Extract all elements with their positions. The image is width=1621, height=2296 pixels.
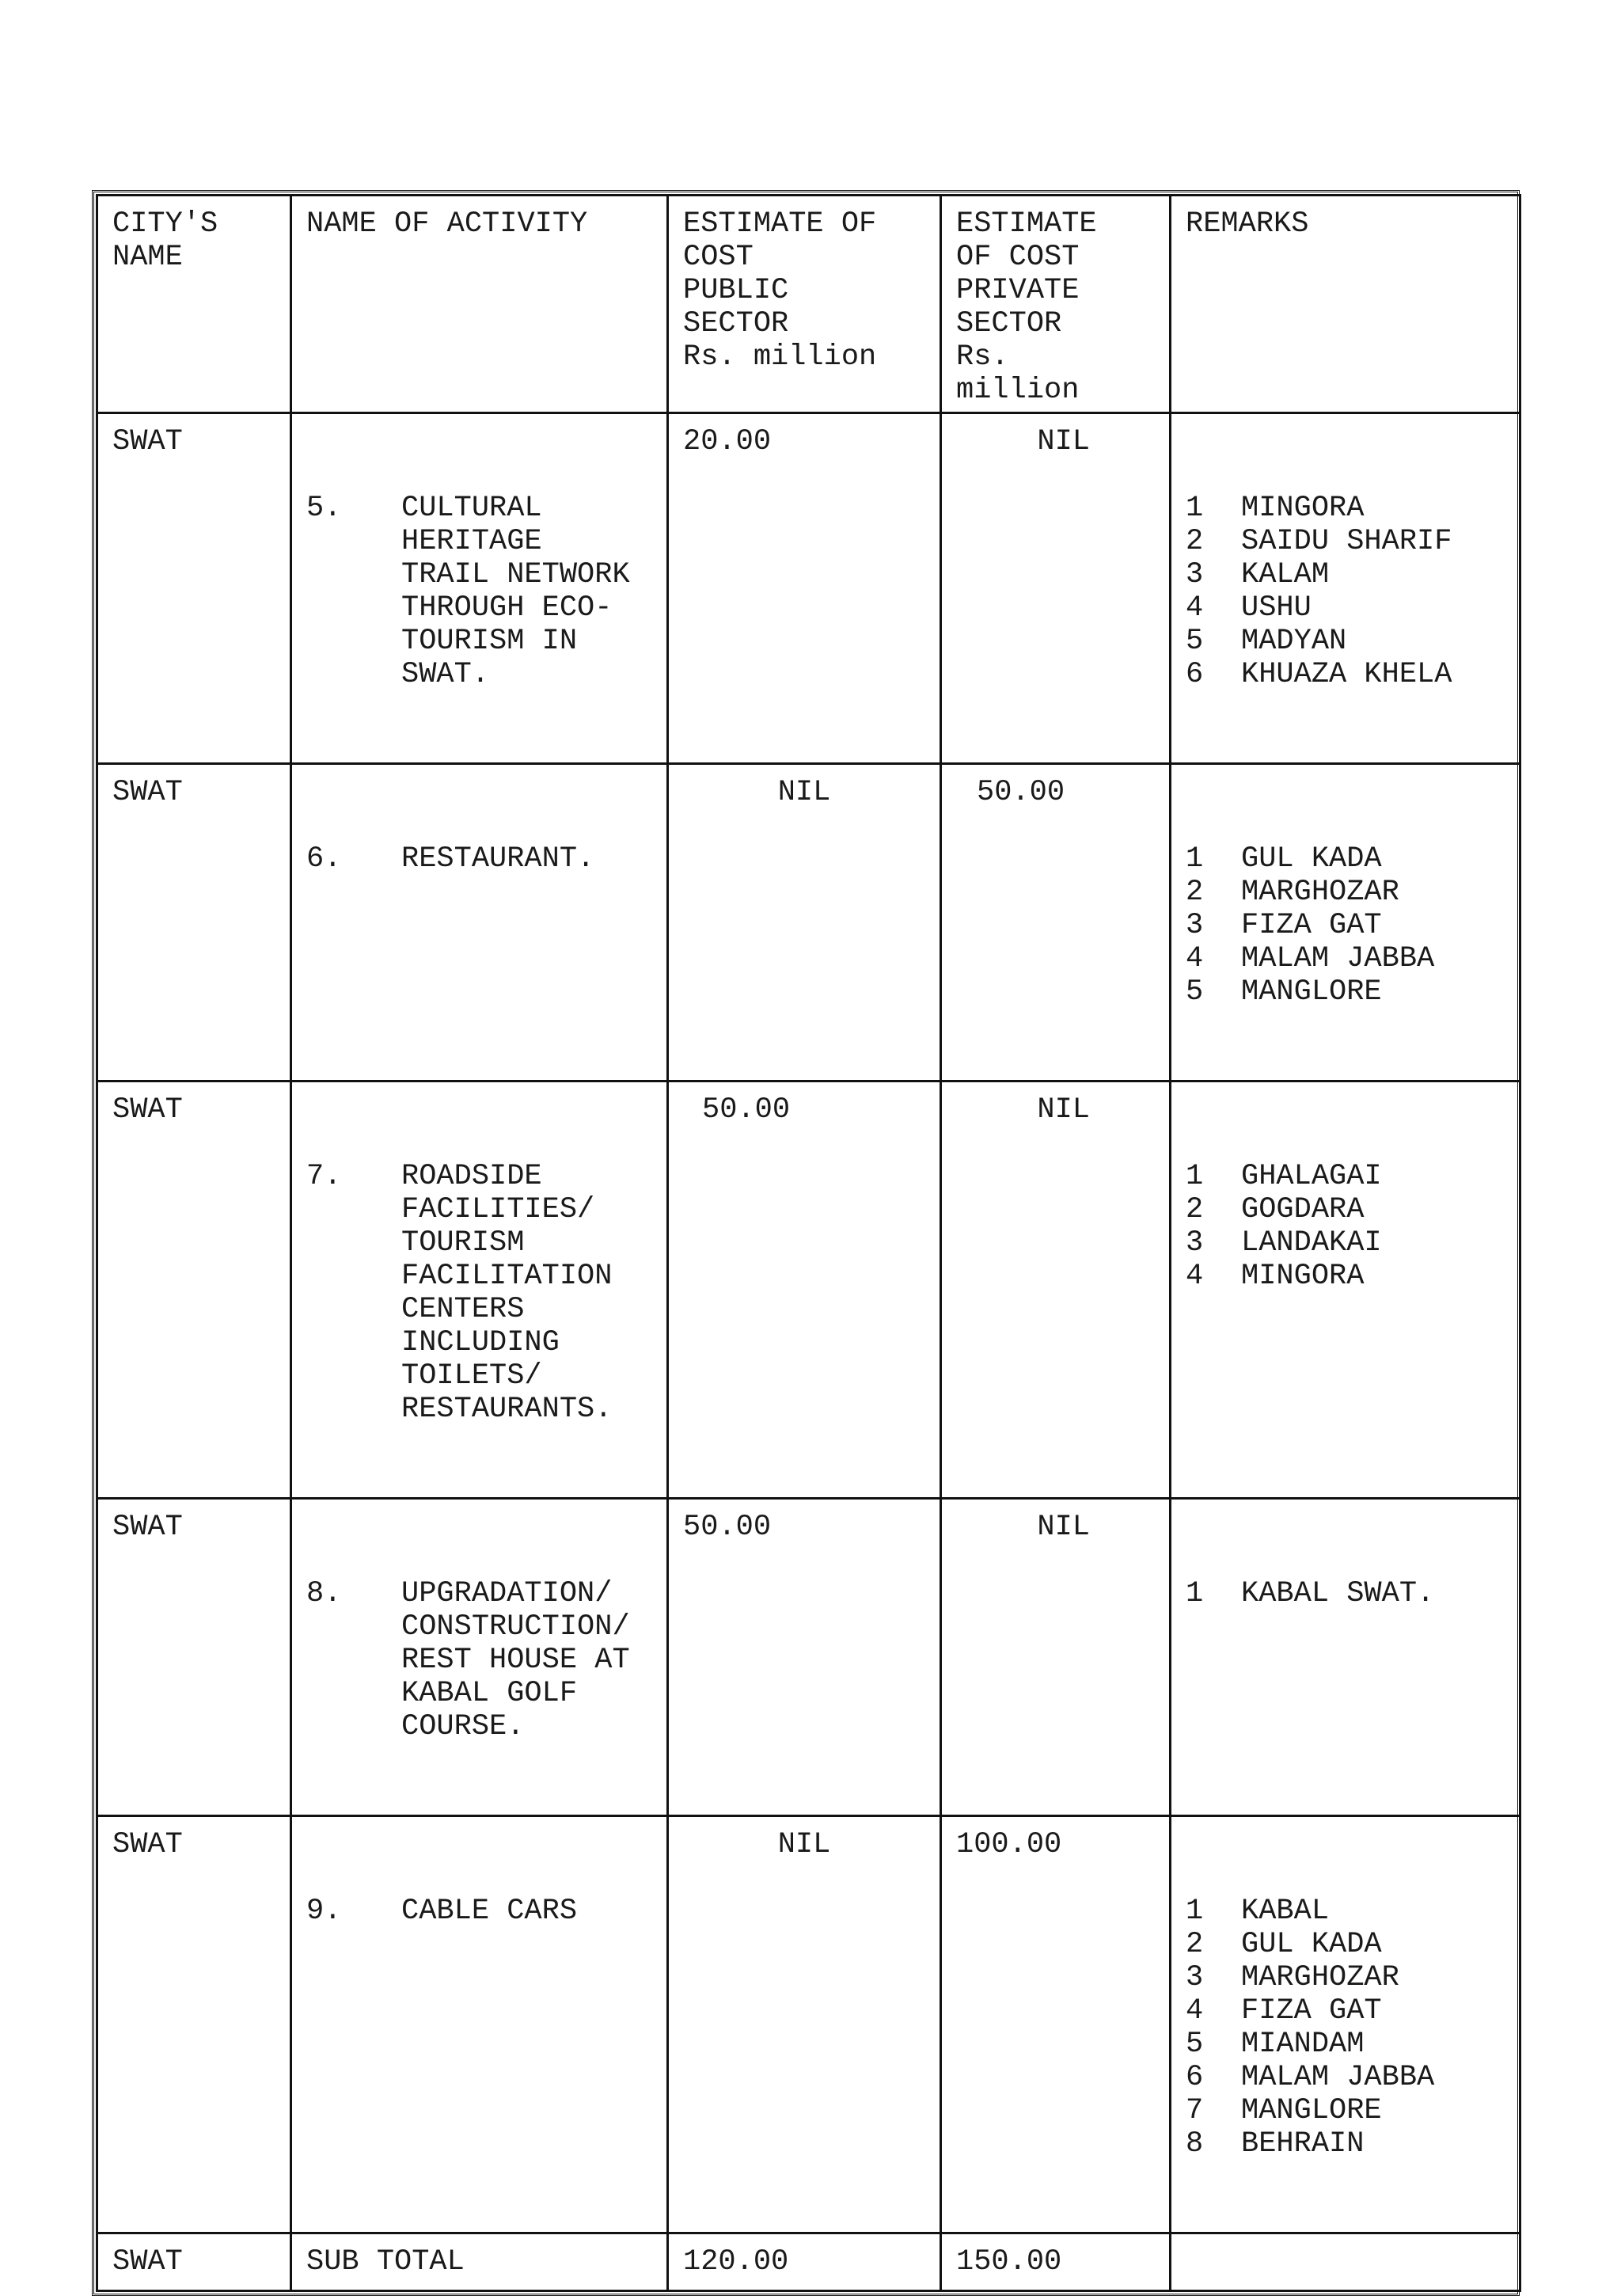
remarks-item-number: 5 — [1186, 975, 1204, 1009]
table-row — [97, 1816, 1520, 2233]
remarks-item-text: KALAM — [1241, 558, 1330, 591]
remarks-item-text: GHALAGAI — [1241, 1160, 1382, 1193]
remarks-item — [1186, 658, 1505, 691]
remarks-item-text: KHUAZA KHELA — [1241, 658, 1452, 691]
remarks-list — [1186, 842, 1505, 1009]
remarks-item-text: MALAM JABBA — [1241, 2061, 1435, 2094]
remarks-list — [1186, 1895, 1505, 2161]
remarks-item — [1186, 525, 1505, 558]
remarks-item-text: MARGHOZAR — [1241, 876, 1399, 909]
activity-cell — [291, 1081, 668, 1499]
remarks-item-number: 1 — [1186, 1160, 1204, 1193]
remarks-item-number: 4 — [1186, 1260, 1204, 1293]
remarks-item — [1186, 1928, 1505, 1961]
activity-name: CABLE CARS — [401, 1895, 578, 1928]
remarks-item — [1186, 876, 1505, 909]
activity-name: UPGRADATION/ CONSTRUCTION/ REST HOUSE AT KABAL GOLF COURSE. — [401, 1577, 630, 1743]
subtotal-remarks — [1171, 2233, 1520, 2291]
remarks-item-number: 8 — [1186, 2127, 1204, 2161]
header-remarks: REMARKS — [1171, 196, 1520, 413]
activity-cell — [291, 413, 668, 764]
cost-estimate-table — [96, 194, 1521, 2292]
remarks-item — [1186, 625, 1505, 658]
remarks-item-number: 6 — [1186, 658, 1204, 691]
activity-number: 9. — [306, 1895, 342, 1928]
cost-estimate-table-frame — [92, 190, 1520, 2296]
remarks-item — [1186, 842, 1505, 876]
remarks-item-number: 4 — [1186, 942, 1204, 975]
activity-number: 8. — [306, 1577, 342, 1610]
remarks-item — [1186, 1226, 1505, 1260]
remarks-item-text: MARGHOZAR — [1241, 1961, 1399, 1994]
activity-number: 7. — [306, 1160, 342, 1193]
remarks-item — [1186, 975, 1505, 1009]
remarks-item — [1186, 1577, 1505, 1610]
remarks-item — [1186, 1961, 1505, 1994]
header-city: CITY'S NAME — [97, 196, 291, 413]
header-row — [97, 196, 1520, 413]
remarks-list — [1186, 492, 1505, 691]
public-cost-cell: 50.00 — [668, 1499, 941, 1816]
remarks-item — [1186, 492, 1505, 525]
remarks-item-number: 3 — [1186, 1961, 1204, 1994]
remarks-item-text: MANGLORE — [1241, 975, 1382, 1009]
remarks-list — [1186, 1160, 1505, 1293]
subtotal-city-cell: SWAT — [97, 2233, 291, 2291]
remarks-item-text: MIANDAM — [1241, 2028, 1365, 2061]
remarks-item-number: 2 — [1186, 1193, 1204, 1226]
remarks-item-number: 2 — [1186, 1928, 1204, 1961]
remarks-item — [1186, 1994, 1505, 2028]
remarks-cell — [1171, 1816, 1520, 2233]
remarks-item-number: 3 — [1186, 1226, 1204, 1260]
private-cost-cell: 100.00 — [941, 1816, 1171, 2233]
remarks-list — [1186, 1577, 1505, 1610]
remarks-cell — [1171, 413, 1520, 764]
subtotal-public-cost: 120.00 — [668, 2233, 941, 2291]
activity-name: CULTURAL HERITAGE TRAIL NETWORK THROUGH ECO- TOURISM IN SWAT. — [401, 492, 630, 691]
remarks-item-text: KABAL SWAT. — [1241, 1577, 1435, 1610]
remarks-item-number: 3 — [1186, 558, 1204, 591]
remarks-item-number: 1 — [1186, 1895, 1204, 1928]
remarks-item-number: 7 — [1186, 2094, 1204, 2127]
subtotal-private-cost: 150.00 — [941, 2233, 1171, 2291]
remarks-item-text: BEHRAIN — [1241, 2127, 1365, 2161]
private-cost-cell: 50.00 — [941, 764, 1171, 1081]
remarks-item-number: 5 — [1186, 2028, 1204, 2061]
header-activity: NAME OF ACTIVITY — [291, 196, 668, 413]
subtotal-label: SUB TOTAL — [291, 2233, 668, 2291]
remarks-item-text: GUL KADA — [1241, 1928, 1382, 1961]
remarks-item — [1186, 2094, 1505, 2127]
remarks-item-text: FIZA GAT — [1241, 1994, 1382, 2028]
remarks-item-text: MINGORA — [1241, 1260, 1365, 1293]
table-row — [97, 413, 1520, 764]
remarks-item — [1186, 2127, 1505, 2161]
remarks-item-text: LANDAKAI — [1241, 1226, 1382, 1260]
public-cost-cell: 20.00 — [668, 413, 941, 764]
remarks-item-number: 1 — [1186, 1577, 1204, 1610]
activity-cell — [291, 1499, 668, 1816]
table-row — [97, 1499, 1520, 1816]
remarks-item-number: 1 — [1186, 842, 1204, 876]
header-private-cost: ESTIMATE OF COST PRIVATE SECTOR Rs. million — [941, 196, 1171, 413]
activity-name: ROADSIDE FACILITIES/ TOURISM FACILITATION CENTERS INCLUDING TOILETS/ RESTAURANTS. — [401, 1160, 613, 1426]
remarks-item-number: 3 — [1186, 909, 1204, 942]
private-cost-cell: NIL — [941, 413, 1171, 764]
public-cost-cell: 50.00 — [668, 1081, 941, 1499]
remarks-item-text: MALAM JABBA — [1241, 942, 1435, 975]
subtotal-row — [97, 2233, 1520, 2291]
city-cell: SWAT — [97, 764, 291, 1081]
activity-name: RESTAURANT. — [401, 842, 595, 876]
public-cost-cell: NIL — [668, 764, 941, 1081]
activity-cell — [291, 764, 668, 1081]
remarks-item-text: GOGDARA — [1241, 1193, 1365, 1226]
remarks-item — [1186, 2028, 1505, 2061]
remarks-item-text: SAIDU SHARIF — [1241, 525, 1452, 558]
remarks-item-text: FIZA GAT — [1241, 909, 1382, 942]
remarks-item — [1186, 558, 1505, 591]
public-cost-cell: NIL — [668, 1816, 941, 2233]
remarks-item-number: 6 — [1186, 2061, 1204, 2094]
remarks-item-text: MINGORA — [1241, 492, 1365, 525]
city-cell: SWAT — [97, 1816, 291, 2233]
remarks-item-text: MANGLORE — [1241, 2094, 1382, 2127]
remarks-item — [1186, 1260, 1505, 1293]
city-cell: SWAT — [97, 1499, 291, 1816]
remarks-item-number: 1 — [1186, 492, 1204, 525]
remarks-cell — [1171, 1081, 1520, 1499]
private-cost-cell: NIL — [941, 1499, 1171, 1816]
remarks-item-text: MADYAN — [1241, 625, 1347, 658]
table-row — [97, 764, 1520, 1081]
remarks-cell — [1171, 1499, 1520, 1816]
remarks-cell — [1171, 764, 1520, 1081]
activity-cell — [291, 1816, 668, 2233]
activity-number: 6. — [306, 842, 342, 876]
remarks-item-number: 2 — [1186, 876, 1204, 909]
remarks-item — [1186, 1193, 1505, 1226]
city-cell: SWAT — [97, 1081, 291, 1499]
remarks-item — [1186, 942, 1505, 975]
activity-number: 5. — [306, 492, 342, 525]
header-public-cost: ESTIMATE OF COST PUBLIC SECTOR Rs. million — [668, 196, 941, 413]
remarks-item-number: 4 — [1186, 1994, 1204, 2028]
remarks-item-text: KABAL — [1241, 1895, 1330, 1928]
remarks-item-number: 5 — [1186, 625, 1204, 658]
remarks-item — [1186, 2061, 1505, 2094]
remarks-item-text: USHU — [1241, 591, 1312, 625]
remarks-item — [1186, 1160, 1505, 1193]
remarks-item — [1186, 1895, 1505, 1928]
table-row — [97, 1081, 1520, 1499]
private-cost-cell: NIL — [941, 1081, 1171, 1499]
city-cell: SWAT — [97, 413, 291, 764]
remarks-item — [1186, 591, 1505, 625]
remarks-item — [1186, 909, 1505, 942]
remarks-item-number: 4 — [1186, 591, 1204, 625]
remarks-item-text: GUL KADA — [1241, 842, 1382, 876]
remarks-item-number: 2 — [1186, 525, 1204, 558]
